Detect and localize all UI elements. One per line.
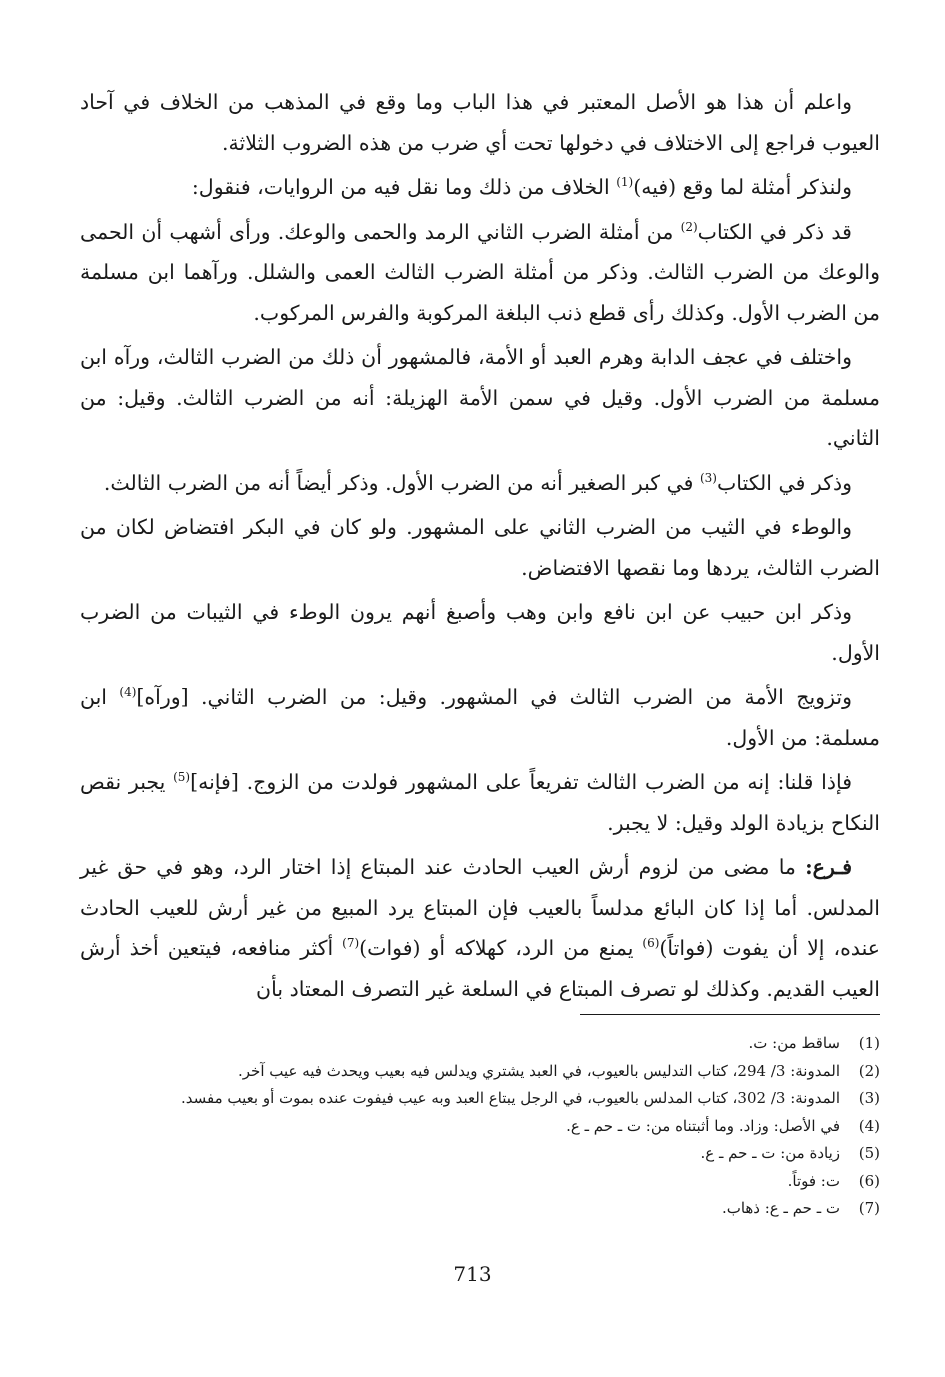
footnote-item (80, 1195, 880, 1223)
footnote-text: ت ـ حم ـ ع: ذهاب. (721, 1199, 840, 1217)
footnote-item (80, 1168, 880, 1196)
footnote-separator (580, 1014, 880, 1015)
footnote-text: ساقط من: ت. (748, 1034, 840, 1052)
text-run: وذكر في الكتاب (716, 470, 852, 495)
footnotes-list (80, 1030, 880, 1223)
footnote-item (80, 1030, 880, 1058)
footnote-number: (4) (858, 1116, 880, 1135)
text-run: الخلاف من ذلك وما نقل فيه من الروايات، فنقول: (191, 175, 617, 199)
footnote-text: زيادة من: ت ـ حم ـ ع. (700, 1144, 840, 1162)
main-text (80, 82, 880, 1013)
text-run: واختلف في عجف الدابة وهرم العبد أو الأمة، فالمشهور أن ذلك من الضرب الثالث، ورآه ابن مسلمة من الضرب الأول. وقيل في سمن الأمة الهزيلة: أنه من الضرب الثالث. وقيل: من الثاني. (80, 345, 880, 450)
text-run: وتزويج الأمة من الضرب الثالث في المشهور. وقيل: من الضرب الثاني. [ورآه] (136, 685, 853, 709)
text-run: ولنذكر أمثلة لما وقع (فيه) (633, 175, 852, 199)
footnote-number: (3) (858, 1089, 880, 1107)
paragraph-p4 (80, 337, 880, 459)
paragraph-p7 (80, 592, 880, 673)
text-run: والوطء في الثيب من الضرب الثاني على المشهور. ولو كان في البكر افتضاض لكان من الضرب الثالث، يردها وما نقصها الافتضاض. (80, 515, 880, 580)
footnote-item (80, 1140, 880, 1168)
footnote-number: (6) (858, 1171, 880, 1190)
footnote-ref: (7) (342, 936, 360, 951)
footnote-text: في الأصل: وزاد. وما أثبتناه من: ت ـ حم ـ ع. (566, 1116, 840, 1135)
paragraph-p2 (80, 167, 880, 208)
paragraph-p8 (80, 677, 880, 758)
footnote-text: المدونة: 3/ 302، كتاب المدلس بالعيوب، في الرجل يبتاع العبد وبه عيب فيفوت عنده بموت أو بعيب مفسد. (181, 1089, 840, 1107)
text-run: وذكر ابن حبيب عن ابن نافع وابن وهب وأصبغ أنهم يرون الوطء في الثيبات من الضرب الأول. (80, 600, 880, 665)
paragraph-p6 (80, 507, 880, 588)
footnote-ref: (3) (699, 470, 717, 485)
footnote-ref: (4) (119, 685, 137, 700)
text-run: يمنع من الرد، كهلاكه أو (فوات) (359, 936, 643, 960)
text-run: أكثر منافعه، فيتعين أخذ أرش العيب القديم. وكذلك لو تصرف المبتاع في السلعة غير التصرف المعتاد بأن (80, 936, 880, 1001)
footnote-number: (7) (858, 1199, 880, 1217)
paragraph-p1 (80, 82, 880, 163)
text-run: قد ذكر في الكتاب (697, 219, 852, 244)
page-number: 713 (453, 1262, 492, 1286)
paragraph-p9 (80, 762, 880, 843)
footnote-number: (1) (858, 1034, 880, 1052)
footnote-item (80, 1113, 880, 1141)
text-run: فإذا قلنا: إنه من الضرب الثالث تفريعاً على المشهور فولدت من الزوج. [فإنه] (190, 770, 852, 794)
text-run: ابن مسلمة: من الأول. (80, 685, 880, 750)
footnote-text: المدونة: 3/ 294، كتاب التدليس بالعيوب، في العبد يشتري ويدلس فيه بعيب ويحدث فيه عيب آخر. (238, 1061, 840, 1080)
footnote-ref: (5) (173, 770, 191, 785)
paragraph-p3 (80, 212, 880, 334)
footnote-item (80, 1058, 880, 1086)
text-run: من أمثلة الضرب الثاني الرمد والحمى والوعك. ورأى أشهب أن الحمى والوعك من الضرب الثالث. وذكر من أمثلة الضرب الثالث العمى والشلل. ورآهما ابن مسلمة من الضرب الأول. وكذلك رأى قطع ذنب البلغة المركوبة والفرس المركوب. (80, 219, 880, 325)
footnote-number: (2) (858, 1061, 880, 1080)
text-run: يجبر نقص النكاح بزيادة الولد وقيل: لا يجبر. (80, 770, 880, 835)
text-run: واعلم أن هذا هو الأصل المعتبر في هذا الباب وما وقع في المذهب من الخلاف في آحاد العيوب فراجع إلى الاختلاف في دخولها تحت أي ضرب من هذه الضروب الثلاثة. (80, 90, 880, 155)
footnote-ref: (2) (680, 219, 698, 234)
footnote-item (80, 1085, 880, 1113)
paragraph-p5 (80, 463, 880, 504)
footnote-text: ت: فوتاً. (787, 1171, 840, 1190)
footnote-number: (5) (858, 1144, 880, 1162)
footnote-ref: (6) (642, 936, 660, 951)
section-lead: فـرع: (805, 855, 852, 879)
footnote-ref: (1) (616, 175, 634, 190)
paragraph-p10 (80, 847, 880, 1009)
text-run: في كبر الصغير أنه من الضرب الأول. وذكر أيضاً أنه من الضرب الثالث. (103, 470, 700, 495)
text-run: ما مضى من لزوم أرش العيب الحادث عند المبتاع إذا اختار الرد، وهو في حق غير المدلس. أما إذا كان البائع مدلساً بالعيب فإن المبتاع يرد المبيع من غير أرش للعيب الحادث عنده، إلا أن يفوت (فواتاً) (80, 855, 880, 960)
